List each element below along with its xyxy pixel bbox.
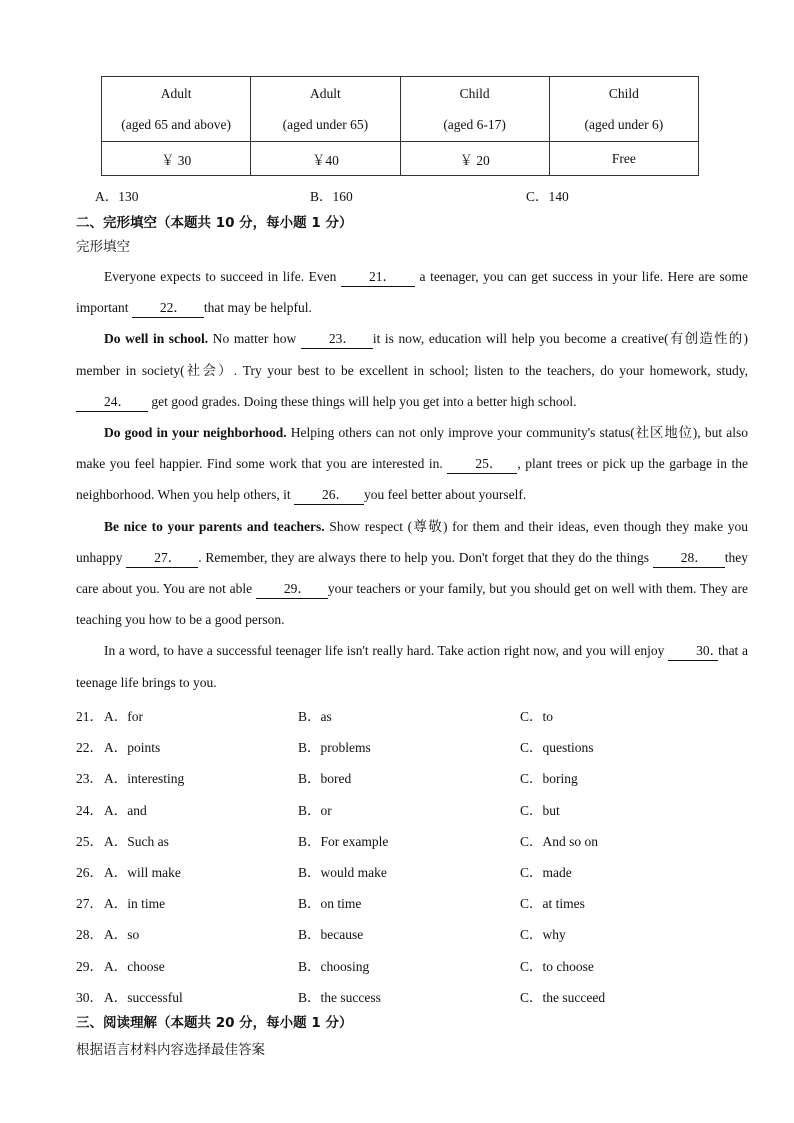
option-b[interactable]: B．choosing [298,959,370,974]
option-a[interactable]: A．successful [104,990,183,1005]
option-b[interactable]: B．would make [298,865,387,880]
option-b[interactable]: B．For example [298,834,389,849]
table-header-row [102,77,699,142]
section-2-title: 二、完形填空（本题共 10 分，每小题 1 分） [76,215,353,231]
blank-28[interactable]: 28． [653,549,725,568]
option-c[interactable]: C．made [520,865,572,880]
question-number: 28． [76,927,103,942]
cloze-passage [76,261,748,698]
question-number: 24． [76,803,103,818]
table-header-cell: Adult (aged under 65) [251,77,400,142]
blank-26[interactable]: 26． [294,486,364,505]
question-row [76,799,756,819]
question-number: 29． [76,959,103,974]
option-b[interactable]: B．bored [298,771,352,786]
price-cell: ￥ 30 [102,142,251,176]
option-a[interactable]: A．choose [104,959,165,974]
option-c[interactable]: C．to [520,709,554,724]
option-b[interactable]: B．because [298,927,364,942]
section-2-subtitle: 完形填空 [76,239,130,255]
option-b[interactable]: B．as [298,709,332,724]
question-row [76,736,756,756]
passage-paragraph-5: In a word, to have a successful teenager life isn't really hard. Take action right now, and you will enjoy 30．that a teenage life brings to you. [76,643,748,690]
question-number: 27． [76,896,103,911]
question-row [76,986,756,1006]
prev-option-c: C．140 [526,189,569,204]
prev-option-a: A．130 [95,189,139,204]
blank-21[interactable]: 21． [341,268,415,287]
question-row [76,830,756,850]
option-a[interactable]: A．points [104,740,161,755]
price-cell: Free [549,142,698,176]
question-row [76,767,756,787]
option-a[interactable]: A．Such as [104,834,169,849]
option-c[interactable]: C．why [520,927,566,942]
question-row [76,861,756,881]
option-a[interactable]: A．interesting [104,771,185,786]
table-header-cell: Adult (aged 65 and above) [102,77,251,142]
section-3-title: 三、阅读理解（本题共 20 分，每小题 1 分） [76,1015,353,1031]
question-row [76,955,756,975]
blank-29[interactable]: 29． [256,580,328,599]
option-b[interactable]: B．the success [298,990,381,1005]
blank-25[interactable]: 25． [447,455,517,474]
option-c[interactable]: C．questions [520,740,594,755]
blank-22[interactable]: 22． [132,299,204,318]
table-header-cell: Child (aged under 6) [549,77,698,142]
option-a[interactable]: A．so [104,927,140,942]
table-price-row [102,142,699,176]
question-number: 23． [76,771,103,786]
question-number: 30． [76,990,103,1005]
blank-23[interactable]: 23． [301,330,373,349]
passage-paragraph-3: Do good in your neighborhood. Helping others can not only improve your community's status(社区地位), but also make you feel happier. Find some work that you are interested in. 25． , plant trees or pick up the garbage in the neighborhood. When you help others, it 26． you feel better about yourself. [76,417,748,511]
prev-option-b: B．160 [310,189,353,204]
table-header-cell: Child (aged 6-17) [400,77,549,142]
option-b[interactable]: B．on time [298,896,362,911]
option-c[interactable]: C．at times [520,896,585,911]
option-a[interactable]: A．in time [104,896,166,911]
question-row [76,923,756,943]
section-3-subtitle: 根据语言材料内容选择最佳答案 [76,1042,265,1058]
question-row [76,892,756,912]
option-c[interactable]: C．but [520,803,560,818]
price-cell: ￥ 20 [400,142,549,176]
option-a[interactable]: A．and [104,803,147,818]
ticket-price-table [101,76,699,176]
question-number: 25． [76,834,103,849]
blank-24[interactable]: 24． [76,393,148,412]
question-number: 26． [76,865,103,880]
option-c[interactable]: C．And so on [520,834,599,849]
blank-27[interactable]: 27． [126,549,198,568]
option-a[interactable]: A．for [104,709,143,724]
passage-paragraph-2: Do well in school. No matter how 23． it is now, education will help you become a creative(有创造性的) member in society(社会）. Try your best to be excellent in school; listen to the teachers, do your homework, study, 24． get good grades. Doing these things will help you get into a better high school. [76,323,748,417]
price-cell: ￥40 [251,142,400,176]
question-number: 21． [76,709,103,724]
option-c[interactable]: C．to choose [520,959,594,974]
passage-paragraph-1: Everyone expects to succeed in life. Even 21． a teenager, you can get success in your life. Here are some important 22． that may be helpful. [76,261,748,323]
blank-30[interactable]: 30． [668,642,718,661]
question-row [76,705,756,725]
option-b[interactable]: B．problems [298,740,371,755]
option-a[interactable]: A．will make [104,865,181,880]
option-b[interactable]: B．or [298,803,332,818]
passage-paragraph-4: Be nice to your parents and teachers. Show respect (尊敬) for them and their ideas, even though they make you unhappy 27． . Remember, they are always there to help you. Don't forget that they do the things 28． they care about you. You are not able 29． your teachers or your family, but you should get on well with them. They are teaching you how to be a good person. [76,518,748,628]
option-c[interactable]: C．the succeed [520,990,606,1005]
option-c[interactable]: C．boring [520,771,578,786]
question-number: 22． [76,740,103,755]
